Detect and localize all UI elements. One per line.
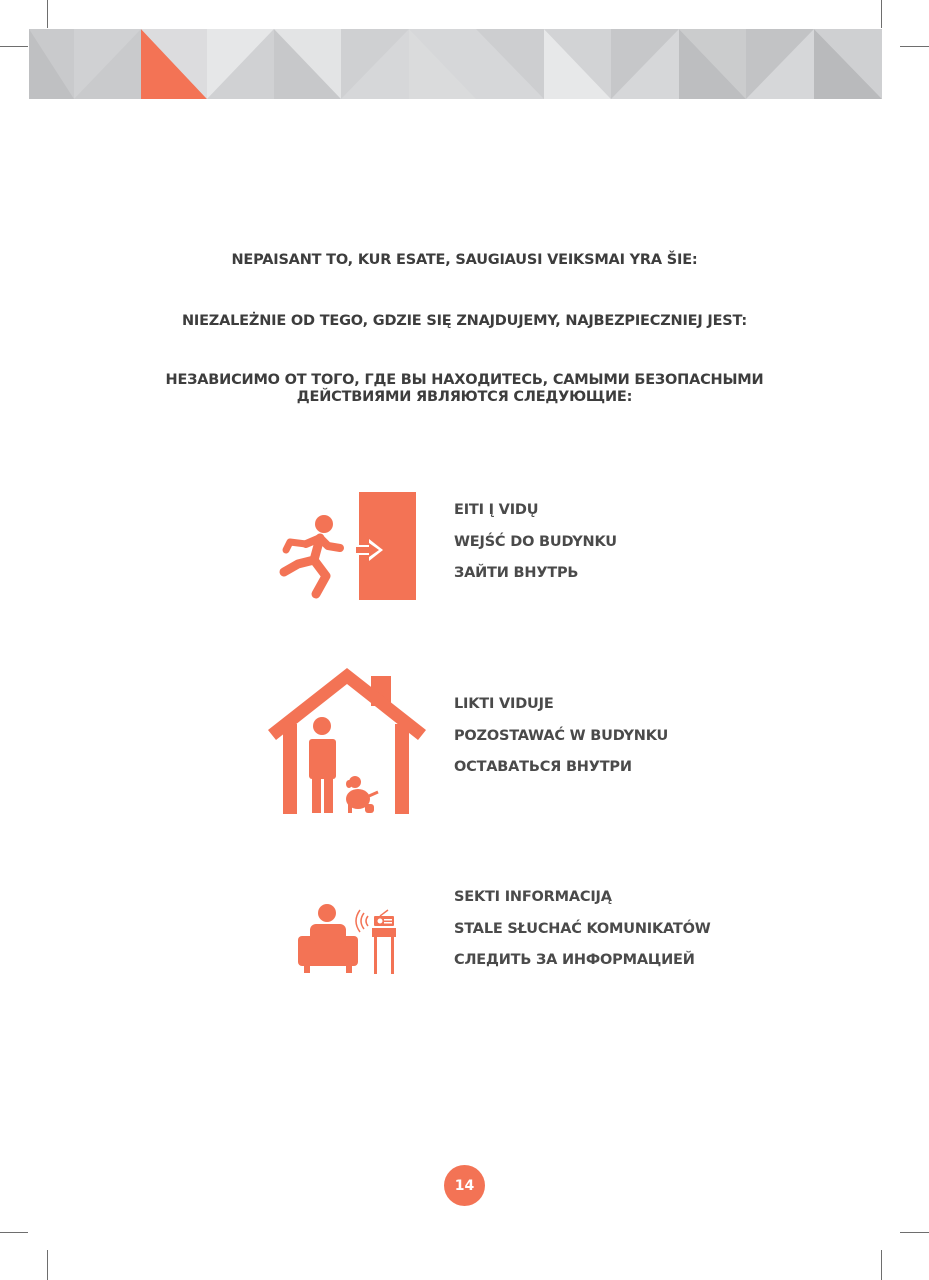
heading-lithuanian: NEPAISANT TO, KUR ESATE, SAUGIAUSI VEIKSMAI YRA ŠIE:	[231, 252, 698, 268]
item-label-pl: WEJŚĆ DO BUDYNKU	[454, 533, 617, 550]
crop-mark	[900, 1232, 929, 1233]
item-label-lt: LIKTI VIDUJE	[454, 696, 554, 712]
crop-mark	[900, 46, 929, 47]
heading-russian-line-1: НЕЗАВИСИМО ОТ ТОГО, ГДЕ ВЫ НАХОДИТЕСЬ, САМЫМИ БЕЗОПАСНЫМИ	[165, 372, 764, 388]
crop-mark	[47, 0, 48, 28]
item-stay-inside	[454, 694, 854, 789]
item-label-lt: SEKTI INFORMACIJĄ	[454, 889, 612, 905]
heading-polish: NIEZALEŻNIE OD TEGO, GDZIE SIĘ ZNAJDUJEMY, NAJBEZPIECZNIEJ JEST:	[181, 313, 748, 329]
item-label-ru: ЗАЙТИ ВНУТРЬ	[454, 565, 579, 581]
item-label-pl: STALE SŁUCHAĆ KOMUNIKATÓW	[454, 920, 711, 937]
item-label-ru: СЛЕДИТЬ ЗА ИНФОРМАЦИЕЙ	[454, 952, 695, 968]
crop-mark	[881, 1250, 882, 1280]
page-number: 14	[444, 1165, 485, 1206]
item-go-inside	[454, 500, 854, 595]
item-follow-information	[454, 887, 854, 982]
item-label-lt: EITI Į VIDŲ	[454, 502, 539, 518]
crop-mark	[881, 0, 882, 28]
heading-russian-line-2: ДЕЙСТВИЯМИ ЯВЛЯЮТСЯ СЛЕДУЮЩИЕ:	[296, 389, 633, 405]
item-label-ru: ОСТАВАТЬСЯ ВНУТРИ	[454, 759, 632, 775]
crop-mark	[0, 46, 28, 47]
crop-mark	[47, 1250, 48, 1280]
heading-russian	[0, 372, 929, 406]
crop-mark	[0, 1232, 28, 1233]
go-inside-icon	[276, 490, 418, 602]
item-label-pl: POZOSTAWAĆ W BUDYNKU	[454, 727, 669, 744]
header-banner	[29, 29, 882, 99]
stay-inside-icon	[268, 668, 426, 816]
follow-information-icon	[296, 902, 400, 976]
